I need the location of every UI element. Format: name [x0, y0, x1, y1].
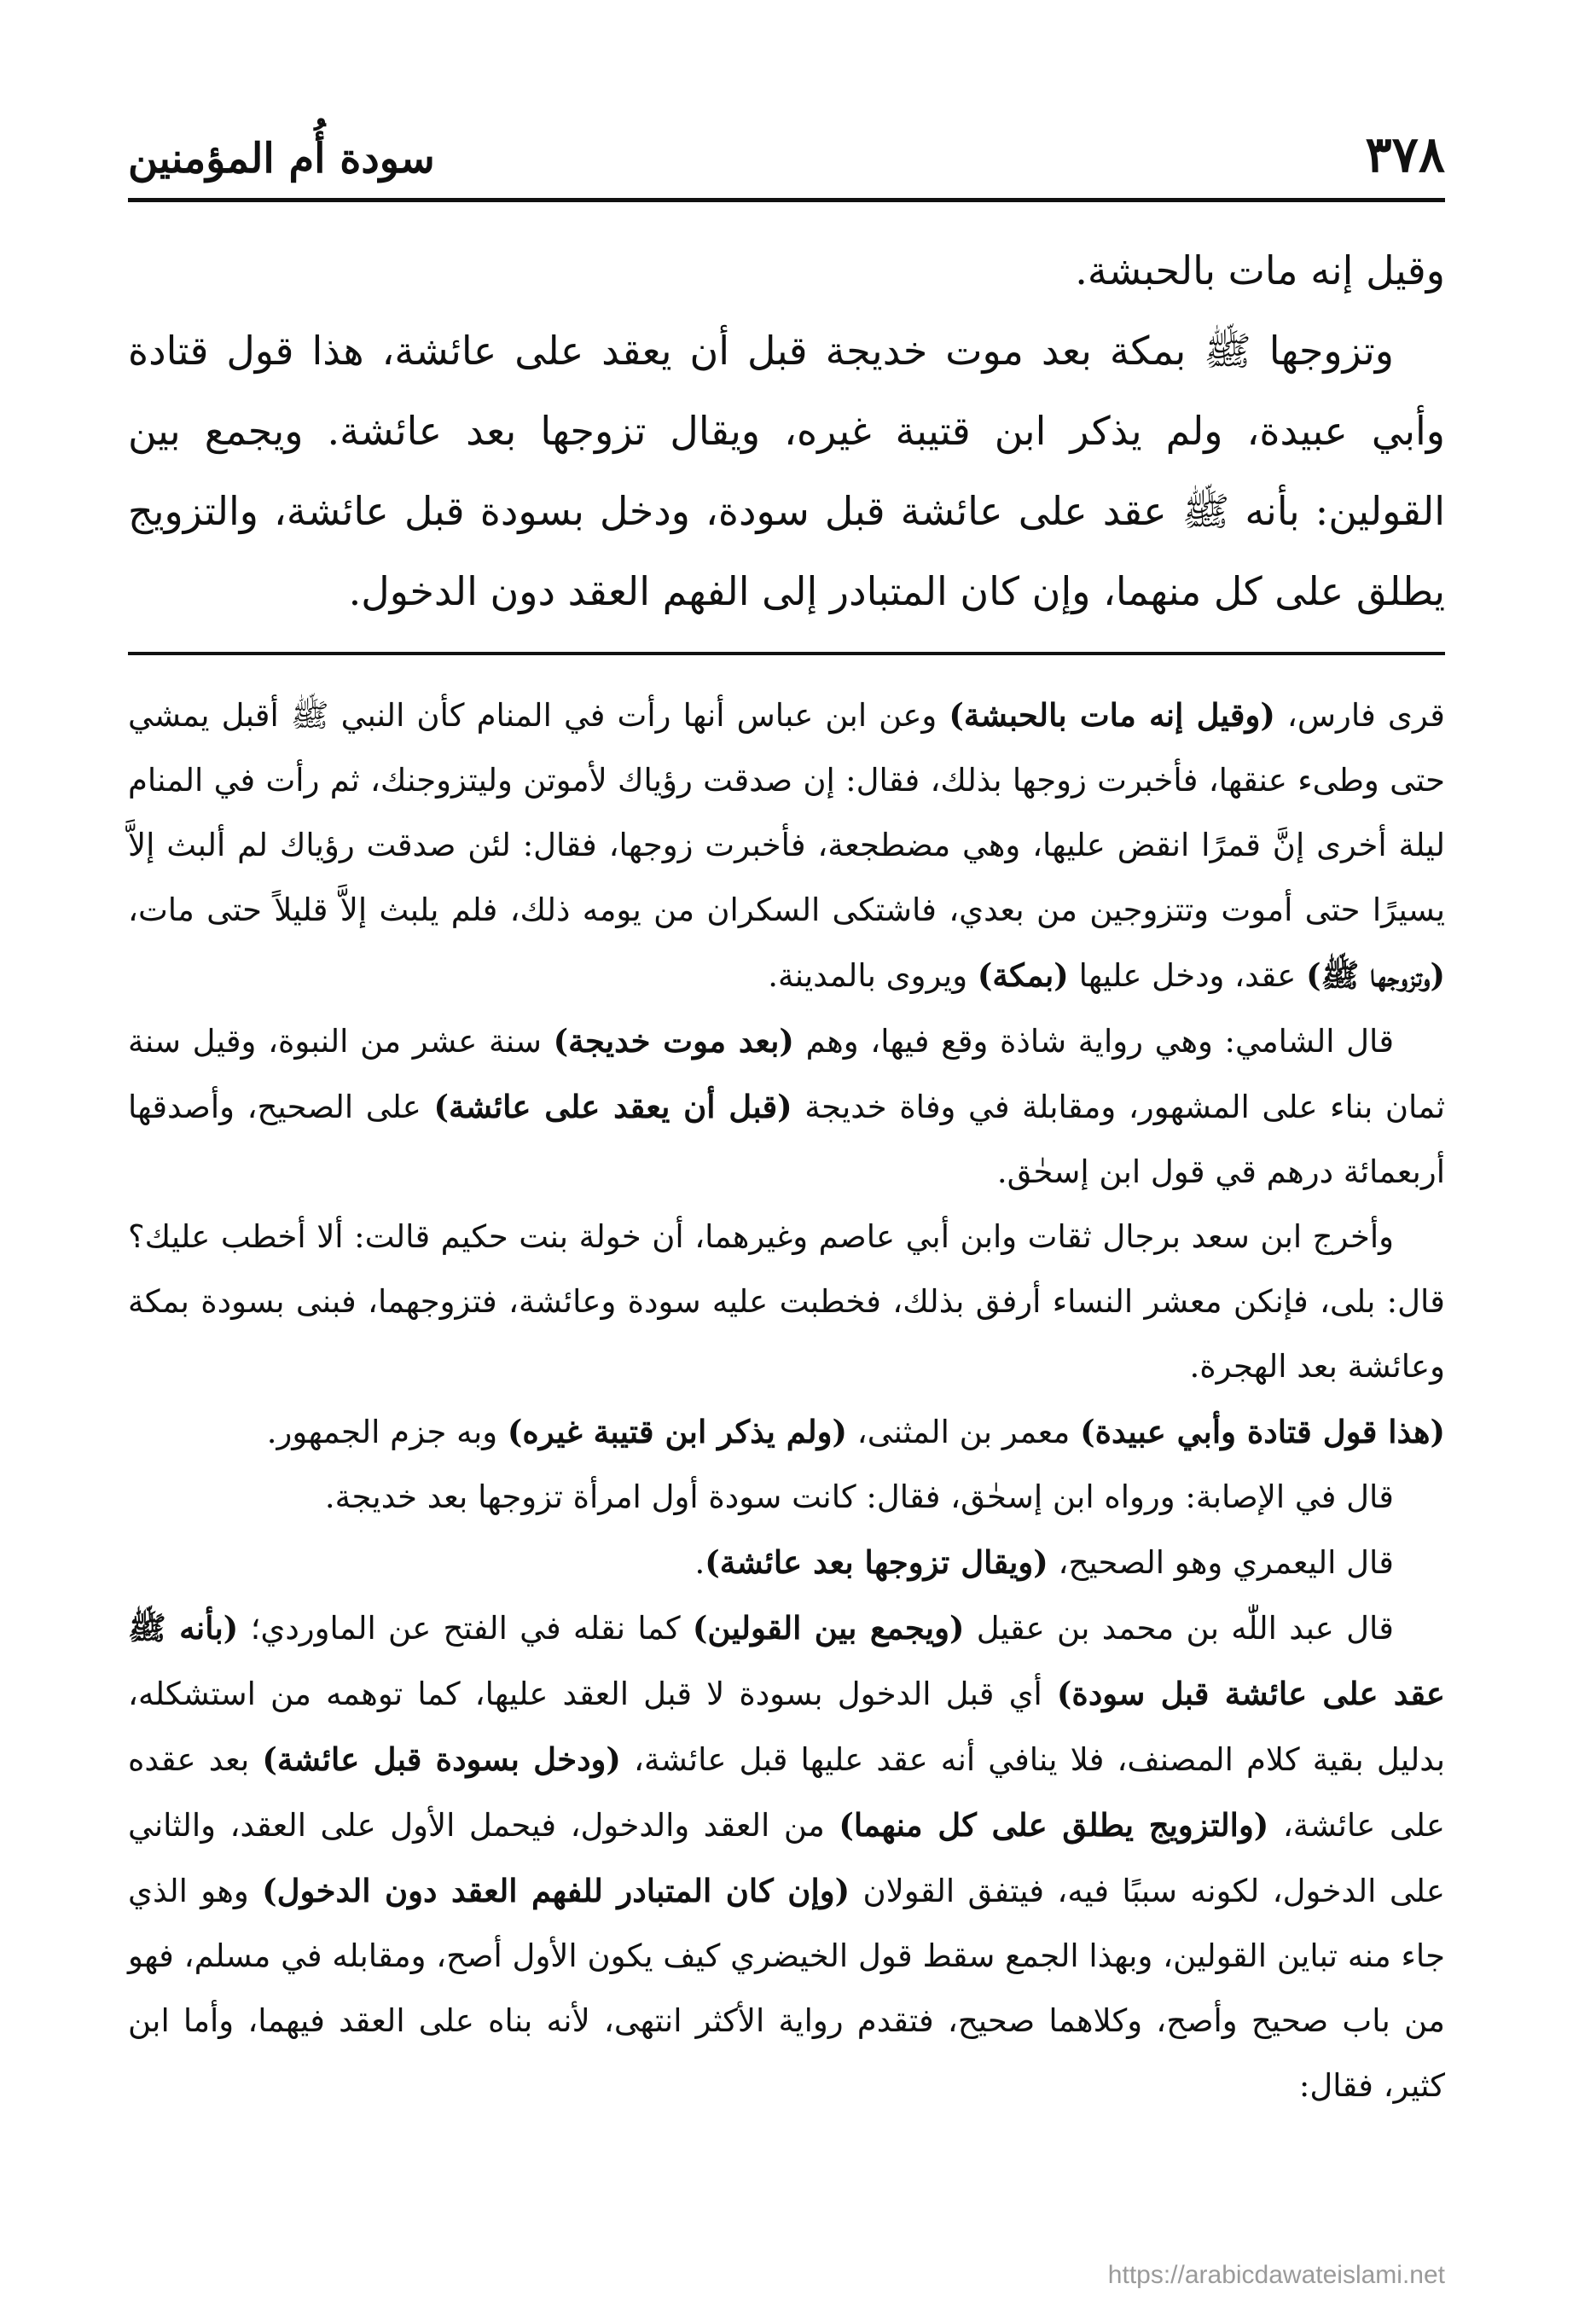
watermark-url: https://arabicdawateislami.net: [1107, 2261, 1445, 2289]
quoted-lemma: (هذا قول قتادة وأبي عبيدة): [1080, 1413, 1445, 1450]
quoted-lemma: (بأنه ﷺ عقد على عائشة قبل سودة): [128, 1609, 1445, 1712]
note-text: بعد عقده على عائشة،: [128, 1741, 1445, 1844]
note-text: من العقد والدخول، فيحمل الأول على العقد، والثاني على الدخول، لكونه سببًا فيه، فيتفق القولان: [128, 1807, 1445, 1909]
header-rule: [128, 198, 1445, 202]
note-text: عقد، ودخل عليها: [1068, 957, 1307, 994]
note-paragraph: [128, 683, 1445, 1008]
note-paragraph: [128, 1595, 1445, 2118]
note-text: وبه جزم الجمهور.: [266, 1414, 508, 1450]
quoted-lemma: (والتزويج يطلق على كل منهما): [839, 1806, 1269, 1844]
quoted-lemma: (ويجمع بين القولين): [692, 1609, 965, 1647]
quoted-lemma: (وقيل إنه مات بالحبشة): [949, 696, 1275, 734]
note-text: وعن ابن عباس أنها رأت في المنام كأن النبي ﷺ أقبل يمشي حتى وطىء عنقها، فأخبرت زوجها بذلك، فقال: إن صدقت رؤياك لأموتن وليتزوجنك، ثم رأت في المنام ليلة أخرى إنَّ قمرًا انقض عليها، وهي مضطجعة، فأخبرت زوجها، فقال: لئن صدقت رؤياك لم ألبث إلاَّ يسيرًا حتى أموت وتتزوجين من بعدي، فاشتكى السكران من يومه ذلك، فلم يلبث إلاَّ قليلاً حتى مات،: [128, 697, 1445, 928]
footnote-separator: [128, 652, 1445, 655]
quoted-lemma: (قبل أن يعقد على عائشة): [433, 1088, 792, 1125]
note-text: كما نقله في الفتح عن الماوردي؛: [238, 1610, 693, 1647]
quoted-lemma: (وإن كان المتبادر للفهم العقد دون الدخول): [262, 1872, 850, 1909]
note-text: قال عبد اللّٰه بن محمد بن عقيل: [964, 1610, 1394, 1647]
note-text: سنة عشر من النبوة، وقيل سنة ثمان بناء على المشهور، ومقابلة في وفاة خديجة: [128, 1023, 1445, 1125]
note-paragraph: [128, 1530, 1445, 1595]
note-paragraph: [128, 1399, 1445, 1465]
note-text: وهو الذي جاء منه تباين القولين، وبهذا الجمع سقط قول الخيضري كيف يكون الأول أصح، ومقابله في مسلم، فهو من باب صحيح وأصح، وكلاهما صحيح، فتقدم رواية الأكثر انتهى، لأنه بناه على العقد فيهما، وأما ابن كثير، فقال:: [128, 1873, 1445, 2104]
quoted-lemma: (بمكة): [977, 956, 1069, 994]
running-title: سودة أُم المؤمنين: [128, 135, 435, 183]
quoted-lemma: (ويقال تزوجها بعد عائشة): [705, 1543, 1048, 1581]
main-paragraph: وقيل إنه مات بالحبشة.: [1075, 247, 1445, 293]
note-text: وأخرج ابن سعد برجال ثقات وابن أبي عاصم وغيرهما، أن خولة بنت حكيم قالت: ألا أخطب عليك؟ قال: بلى، فإنكن معشر النساء أرفق بذلك، فخطبت عليه سودة وعائشة، فتزوجهما، فبنى بسودة بمكة وعائشة بعد الهجرة.: [128, 1218, 1445, 1385]
note-text: معمر بن المثنى،: [847, 1414, 1081, 1450]
note-text: قال اليعمري وهو الصحيح،: [1048, 1544, 1394, 1581]
note-text: قرى فارس،: [1274, 697, 1445, 734]
note-text: .: [694, 1544, 705, 1581]
page-header: [128, 101, 1445, 183]
quoted-lemma: (وتزوجها ﷺ): [1306, 956, 1445, 994]
note-text: ويروى بالمدينة.: [768, 957, 978, 994]
note-text: أي قبل الدخول بسودة لا قبل العقد عليها، كما توهمه من استشكله، بدليل بقية كلام المصنف، فلا ينافي أنه عقد عليها قبل عائشة،: [128, 1676, 1445, 1778]
main-paragraph: وتزوجها ﷺ بمكة بعد موت خديجة قبل أن يعقد على عائشة، هذا قول قتادة وأبي عبيدة، ولم يذكر ابن قتيبة غيره، ويقال تزوجها بعد عائشة. ويجمع بين القولين: بأنه ﷺ عقد على عائشة قبل سودة، ودخل بسودة قبل عائشة، والتزويج يطلق على كل منهما، وإن كان المتبادر إلى الفهم العقد دون الدخول.: [128, 328, 1445, 614]
commentary-notes: [128, 683, 1445, 2218]
page-number: ٣٧٨: [1365, 125, 1445, 183]
quoted-lemma: (ولم يذكر ابن قتيبة غيره): [507, 1413, 848, 1450]
main-text: [128, 230, 1445, 631]
note-text: على الصحيح، وأصدقها أربعمائة درهم قي قول ابن إسحٰق.: [128, 1089, 1445, 1190]
quoted-lemma: (بعد موت خديجة): [553, 1022, 794, 1060]
quoted-lemma: (ودخل بسودة قبل عائشة): [262, 1740, 621, 1778]
note-text: قال الشامي: وهي رواية شاذة وقع فيها، وهم: [793, 1023, 1395, 1060]
note-paragraph: [128, 1465, 1445, 1530]
note-paragraph: [128, 1008, 1445, 1205]
note-text: قال في الإصابة: ورواه ابن إسحٰق، فقال: كانت سودة أول امرأة تزوجها بعد خديجة.: [324, 1479, 1394, 1515]
note-paragraph: [128, 1205, 1445, 1399]
